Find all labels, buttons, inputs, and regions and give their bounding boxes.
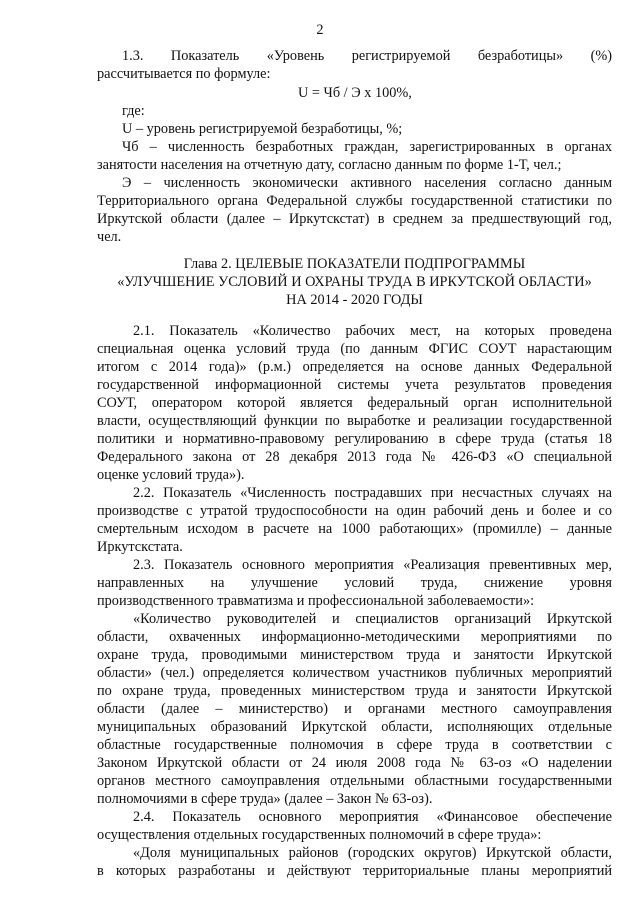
text-line: производстве с утратой трудоспособности на один рабочий день и более и со [97, 503, 612, 519]
chapter-heading: НА 2014 - 2020 ГОДЫ [286, 292, 423, 308]
text-line: специальная оценка условий труда (по данным ФГИС СОУТ нарастающим [97, 341, 612, 357]
text-line: 1.3. Показатель «Уровень регистрируемой безработицы» (%) [122, 48, 612, 64]
text-line: U – уровень регистрируемой безработицы, %; [122, 121, 403, 137]
text-line: охране труда, проводимыми министерством труда и занятости Иркутской [97, 647, 612, 663]
text-line: Э – численность экономически активного населения согласно данным [122, 175, 612, 191]
text-line: итогом с 2014 года)» (р.м.) определяется на основе данных Федеральной [97, 359, 612, 375]
text-line: чел. [97, 229, 122, 245]
text-line: Иркутской области (далее – Иркутскстат) в среднем за предшествующий год, [97, 211, 612, 227]
text-line: области (далее – министерство) и органами местного самоуправления [97, 701, 612, 717]
text-line: области» (чел.) определяется количеством участников публичных мероприятий [97, 665, 612, 681]
text-line: Чб – численность безработных граждан, зарегистрированных в органах [122, 139, 612, 155]
text-line: в которых разработаны и действуют территориальные планы мероприятий [97, 863, 612, 879]
page-number: 2 [316, 22, 324, 38]
text-line: 2.3. Показатель основного мероприятия «Реализация превентивных мер, [133, 557, 612, 573]
text-line: Законом Иркутской области от 24 июля 2008 года № 63-оз «О наделении [97, 755, 612, 771]
text-line: полномочиями в сфере труда» (далее – Закон № 63-оз). [97, 791, 433, 807]
text-line: где: [122, 103, 145, 119]
text-line: занятости населения на отчетную дату, согласно данным по форме 1-Т, чел.; [97, 157, 562, 173]
text-line: по охране труда, проведенных министерством труда и занятости Иркутской [97, 683, 612, 699]
text-line: СОУТ, оператором которой является федеральный орган исполнительной [97, 395, 612, 411]
text-line: государственной информационной системы учета результатов проведения [97, 377, 612, 393]
text-line: направленных на улучшение условий труда, снижение уровня [97, 575, 612, 591]
text-line: власти, осуществляющий функции по выработке и реализации государственной [97, 413, 612, 429]
text-line: Федерального закона от 28 декабря 2013 года № 426-ФЗ «О специальной [97, 449, 612, 465]
text-line: области, охваченных информационно-методическими мероприятиями по [97, 629, 612, 645]
text-line: политики и нормативно-правовому регулированию в сфере труда (статья 18 [97, 431, 612, 447]
text-line: органов местного самоуправления отдельными областными государственными [97, 773, 612, 789]
formula: U = Чб / Э х 100%, [298, 85, 412, 101]
text-line: 2.4. Показатель основного мероприятия «Финансовое обеспечение [133, 809, 612, 825]
text-line: Иркутскстата. [97, 539, 183, 555]
chapter-heading: Глава 2. ЦЕЛЕВЫЕ ПОКАЗАТЕЛИ ПОДПРОГРАММЫ [183, 256, 526, 272]
text-line: рассчитывается по формуле: [97, 66, 271, 82]
text-line: 2.2. Показатель «Численность пострадавших при несчастных случаях на [133, 485, 612, 501]
text-line: «Количество руководителей и специалистов организаций Иркутской [133, 611, 612, 627]
text-line: производственного травматизма и профессиональной заболеваемости»: [97, 593, 535, 609]
text-line: Территориального органа Федеральной службы государственной статистики по [97, 193, 612, 209]
chapter-heading: «УЛУЧШЕНИЕ УСЛОВИЙ И ОХРАНЫ ТРУДА В ИРКУТСКОЙ ОБЛАСТИ» [117, 274, 592, 290]
text-line: смертельным исходом в расчете на 1000 работающих» (промилле) – данные [97, 521, 612, 537]
text-line: «Доля муниципальных районов (городских округов) Иркутской области, [133, 845, 612, 861]
text-line: 2.1. Показатель «Количество рабочих мест, на которых проведена [133, 323, 612, 339]
text-line: областные государственные полномочия в сфере труда в соответствии с [97, 737, 612, 753]
text-line: муниципальных образований Иркутской области, исполняющих отдельные [97, 719, 612, 735]
text-line: оценке условий труда»). [97, 467, 245, 483]
text-line: осуществления отдельных государственных полномочий в сфере труда»: [97, 827, 542, 843]
